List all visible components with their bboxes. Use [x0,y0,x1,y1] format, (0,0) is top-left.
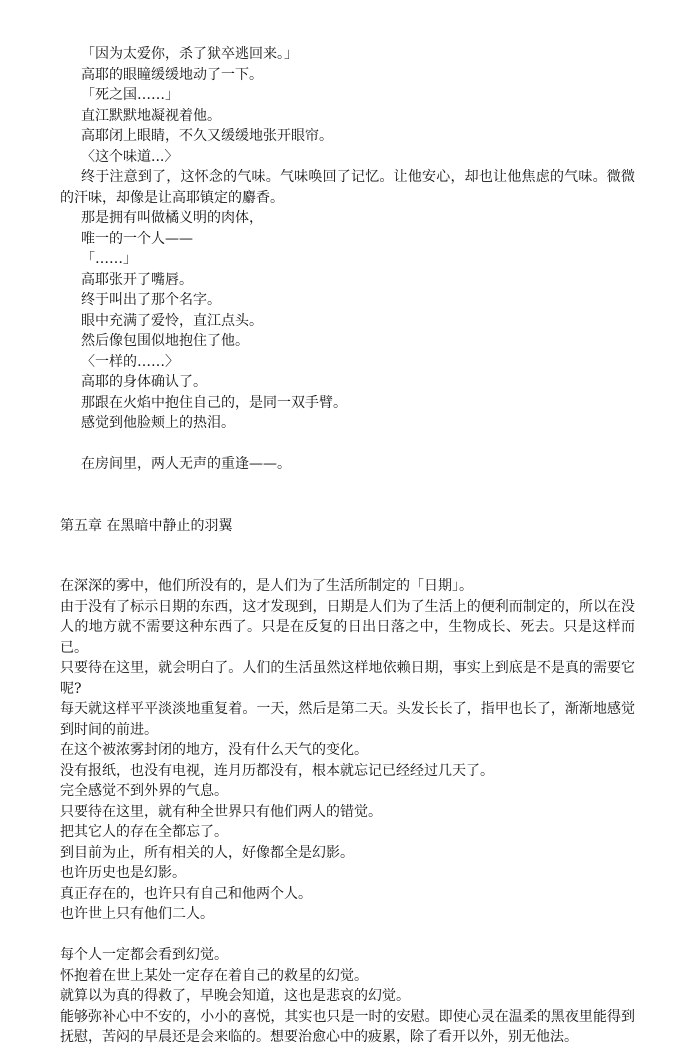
spacer [60,536,635,576]
section-chapter-body [60,576,635,1048]
section-dialogue [60,44,635,475]
paragraph: 然后像包围似地抱住了他。 [81,333,249,349]
paragraph: 由于没有了标示日期的东西，这才发现到，日期是人们为了生活上的便利而制定的，所以在没人的地方就不需要这种东西了。只是在反复的日出日落之中，生物成长、死去。只是这样而已。 [60,598,635,656]
blank-line [60,925,635,946]
document-page [60,44,635,1048]
paragraph: 高耶的眼瞳缓缓地动了一下。 [81,66,263,83]
paragraph: 也许世上只有他们二人。 [60,906,214,922]
paragraph: 就算以为真的得救了，早晚会知道，这也是悲哀的幻觉。 [60,988,410,1004]
paragraph: 在这个被浓雾封闭的地方，没有什么天气的变化。 [60,742,368,758]
paragraph: 真正存在的，也许只有自己和他两个人。 [60,885,312,902]
paragraph: 感觉到他脸颊上的热泪。 [81,415,235,431]
paragraph: 「……」 [81,251,137,267]
paragraph: 也许历史也是幻影。 [60,865,186,881]
paragraph: 高耶闭上眼睛，不久又缓缓地张开眼帘。 [81,128,333,144]
paragraph: 每天就这样平平淡淡地重复着。一天，然后是第二天。头发长长了，指甲也长了，渐渐地感觉到时间的前进。 [60,701,635,738]
paragraph: 直江默默地凝视着他。 [81,107,221,124]
paragraph: 没有报纸，也没有电视，连月历都没有，根本就忘记已经经过几天了。 [60,762,494,779]
paragraph: 每个人一定都会看到幻觉。 [60,947,228,963]
paragraph: 高耶张开了嘴唇。 [81,271,193,288]
paragraph: 〈一样的……〉 [81,353,179,370]
paragraph: 把其它人的存在全都忘了。 [60,824,228,840]
paragraph: 只要待在这里，就会明白了。人们的生活虽然这样地依赖日期，事实上到底是不是真的需要它呢? [60,660,635,697]
paragraph: 终于叫出了那个名字。 [81,292,221,308]
paragraph: 高耶的身体确认了。 [81,374,207,390]
paragraph: 怀抱着在世上某处一定存在着自己的救星的幻觉。 [60,967,368,984]
paragraph: 「死之国……」 [81,87,179,103]
chapter-title: 第五章 在黑暗中静止的羽翼 [60,517,233,534]
paragraph: 那是拥有叫做橘义明的肉体， [81,210,263,226]
paragraph: 眼中充满了爱怜，直江点头。 [81,312,263,329]
blank-line [60,434,635,455]
paragraph: 到目前为止，所有相关的人，好像都全是幻影。 [60,844,354,861]
paragraph-section-end: 在房间里，两人无声的重逢——。 [81,456,291,472]
paragraph: 〈这个味道...〉 [81,148,179,165]
paragraph: 那跟在火焰中抱住自己的，是同一双手臂。 [81,394,347,411]
paragraph: 只要待在这里，就有种全世界只有他们两人的错觉。 [60,803,382,820]
paragraph: 能够弥补心中不安的，小小的喜悦，其实也只是一时的安慰。即使心灵在温柔的黑夜里能得到抚慰，苦闷的早晨还是会来临的。想要治愈心中的疲累，除了看开以外，别无他法。 [60,1008,635,1045]
paragraph: 终于注意到了，这怀念的气味。气味唤回了记忆。让他安心，却也让他焦虑的气味。微微的汗味，却像是让高耶镇定的麝香。 [60,169,635,206]
paragraph: 在深深的雾中，他们所没有的，是人们为了生活所制定的「日期」。 [60,578,473,594]
spacer [60,475,635,516]
paragraph: 「因为太爱你，杀了狱卒逃回来。」 [81,46,298,62]
paragraph: 唯一的一个人—— [81,230,193,247]
paragraph: 完全感觉不到外界的气息。 [60,783,228,799]
